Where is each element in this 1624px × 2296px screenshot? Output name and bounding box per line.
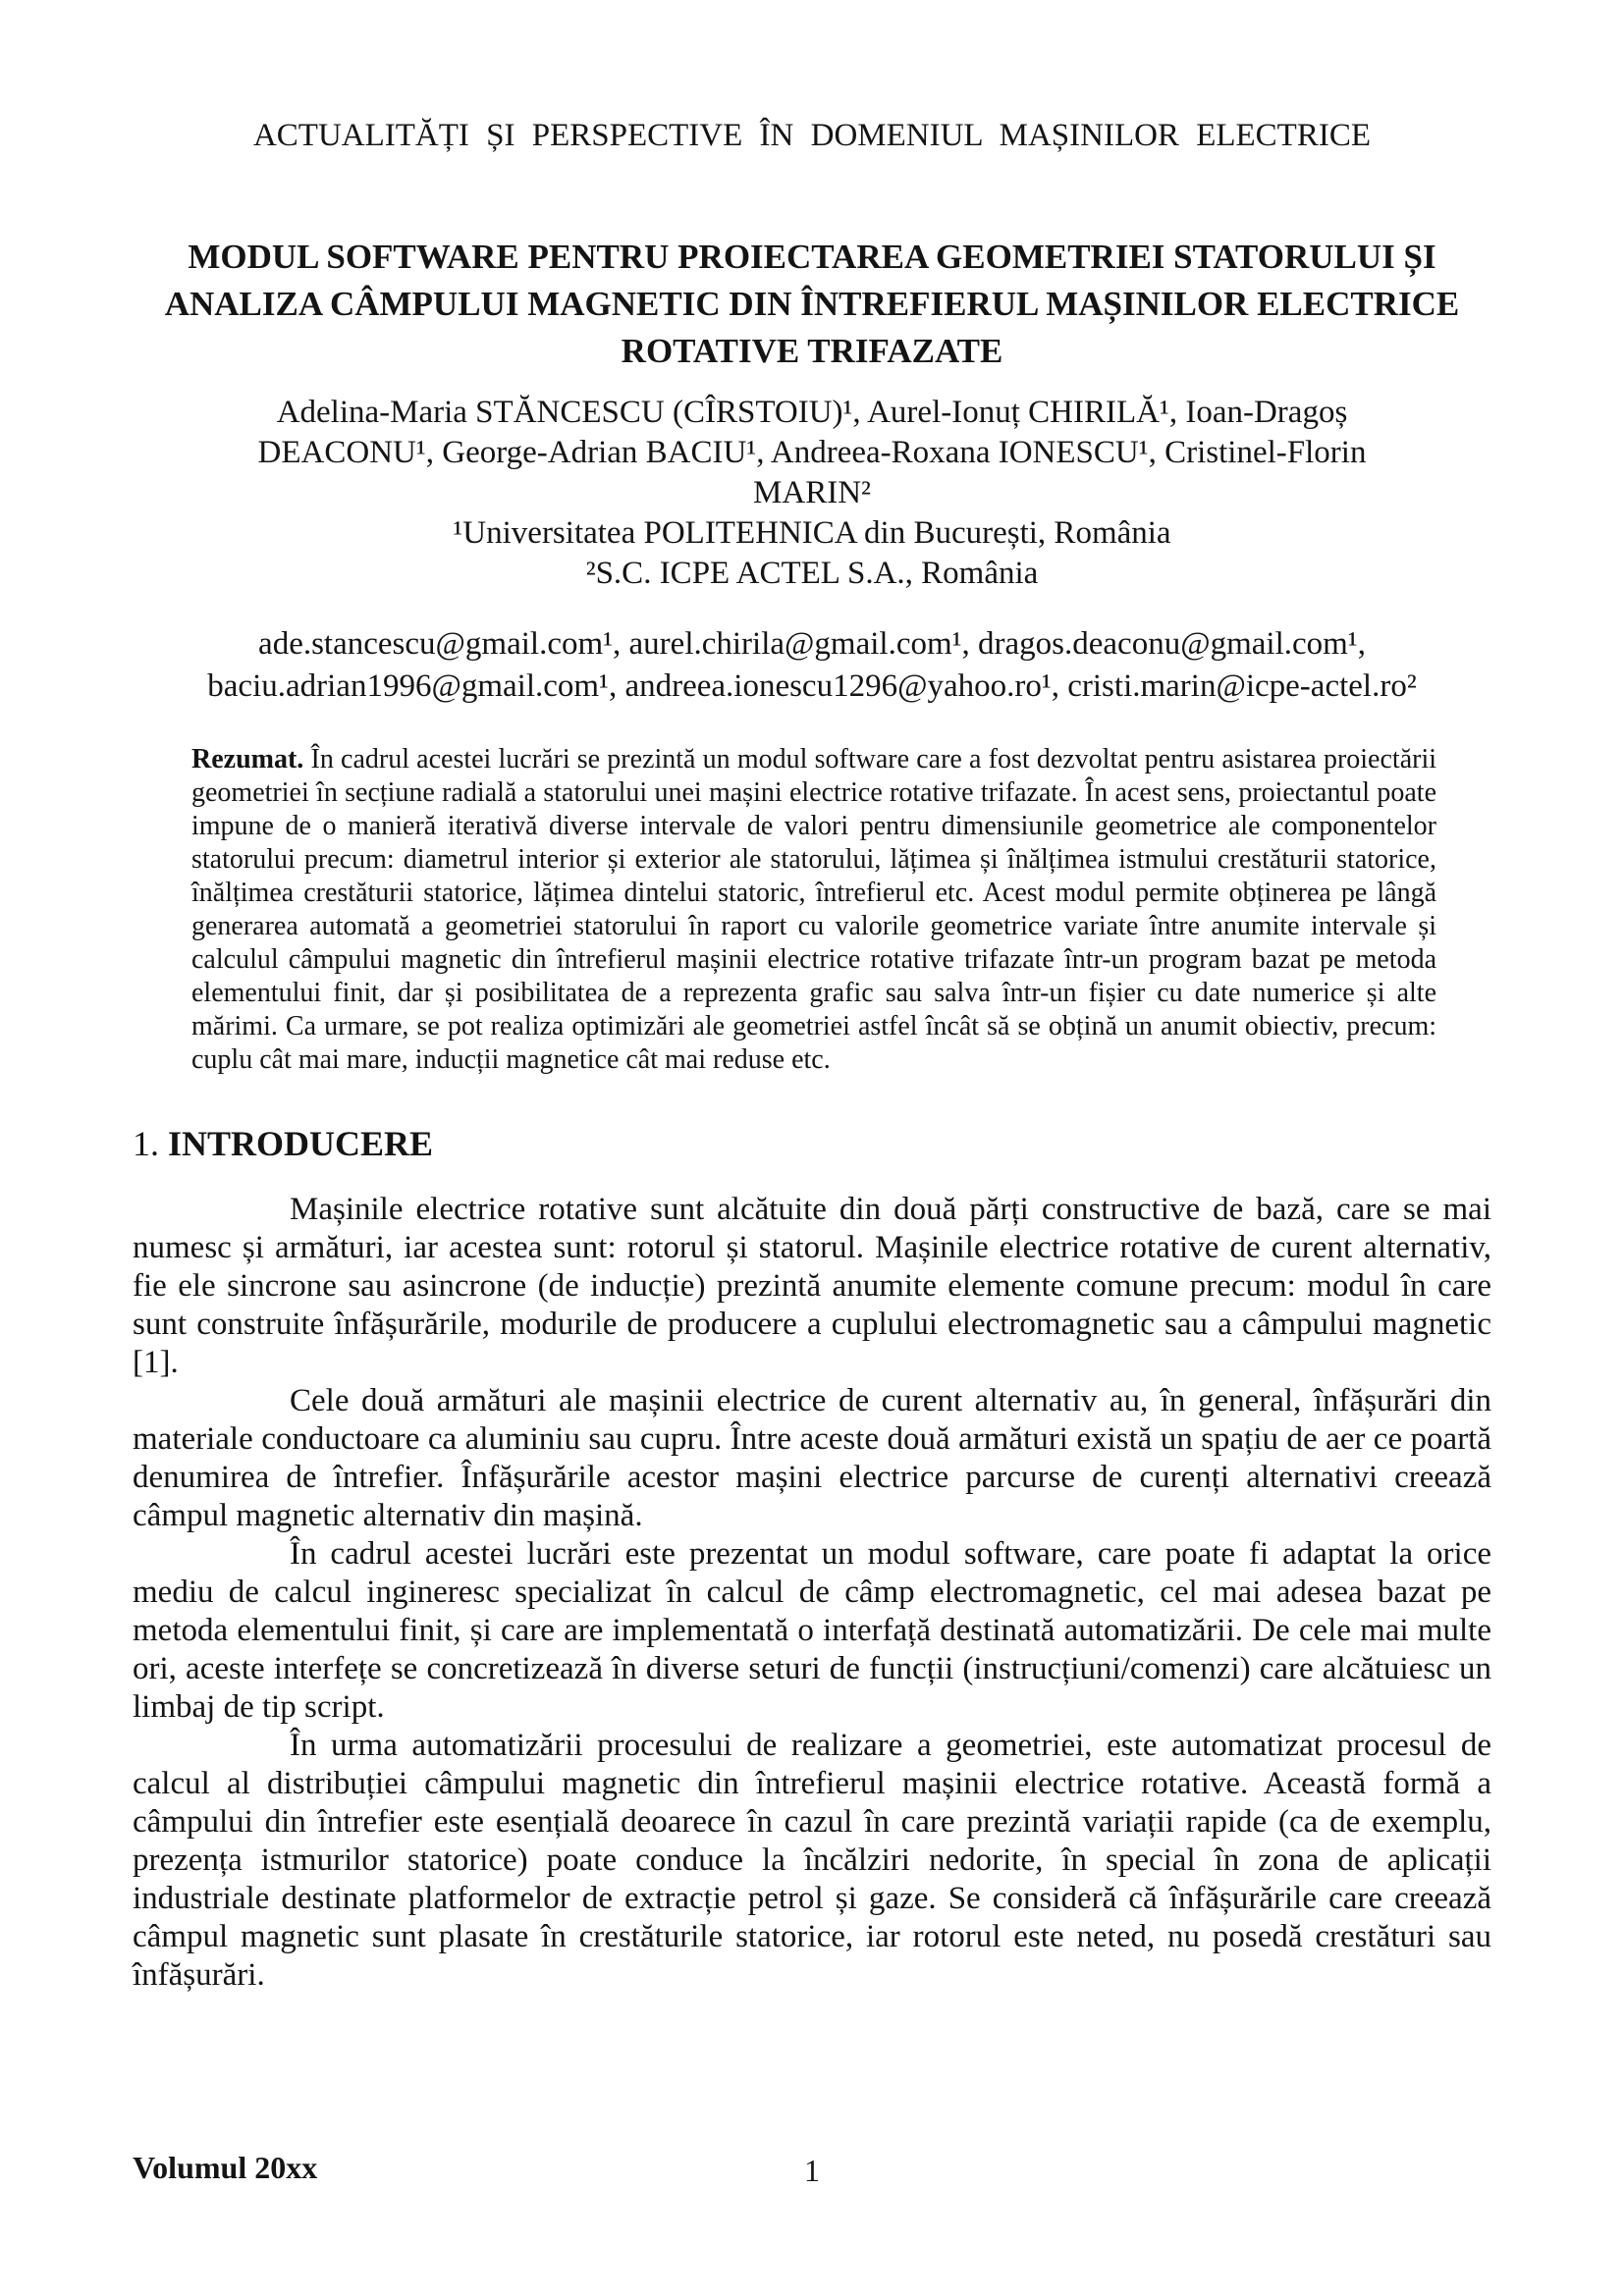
email-line: baciu.adrian1996@gmail.com¹, andreea.ionescu1296@yahoo.ro¹, cristi.marin@icpe-actel.ro² <box>207 668 1417 704</box>
footer-page-number: 1 <box>804 2153 820 2188</box>
body-paragraph: În urma automatizării procesului de realizare a geometriei, este automatizat procesul de calcul al distribuției câmpului magnetic din întrefierul mașinii electrice rotative. Această formă a câmpului din întrefier este esențială deoarece în cazul în care prezintă variații rapide (ca de exemplu, prezența istmurilor statorice) poate conduce la încălziri nedorite, în special în zona de aplicații industriale destinate platformelor de extracție petrol și gaze. Se consideră că înfășurările care creează câmpul magnetic sunt plasate în crestăturile statorice, iar rotorul este neted, nu posedă crestături sau înfășurări. <box>133 1728 1491 1993</box>
paper-title-line: MODUL SOFTWARE PENTRU PROIECTAREA GEOMETRIEI STATORULUI ȘI <box>188 238 1436 276</box>
paper-title-line: ANALIZA CÂMPULUI MAGNETIC DIN ÎNTREFIERUL MAȘINILOR ELECTRICE <box>164 285 1460 323</box>
section-number: 1. <box>133 1124 159 1163</box>
abstract-text: În cadrul acestei lucrări se prezintă un modul software care a fost dezvoltat pentru asistarea proiectării geometriei în secțiune radială a statorului unei mașini electrice rotative trifazate. În acest sens, proiectantul poate impune de o manieră iterativă diverse intervale de valori pentru dimensiunile geometrice ale componentelor statorului precum: diametrul interior și exterior ale statorului, lățimea și înălțimea istmului crestăturii statorice, înălțimea crestăturii statorice, lățimea dintelui statoric, întrefierul etc. Acest modul permite obținerea pe lângă generarea automată a geometriei statorului în raport cu valorile geometrice variate între anumite intervale și calculul câmpului magnetic din întrefierul mașinii electrice rotative trifazate într-un program bazat pe metoda elementului finit, dar și posibilitatea de a reprezenta grafic sau salva într-un fișier cu date numerice și alte mărimi. Ca urmare, se pot realiza optimizări ale geometriei astfel încât să se obțină un anumit obiectiv, precum: cuplu cât mai mare, inducții magnetice cât mai reduse etc. <box>191 744 1436 1075</box>
paper-title-line: ROTATIVE TRIFAZATE <box>621 332 1003 370</box>
author-line: Adelina-Maria STĂNCESCU (CÎRSTOIU)¹, Aurel-Ionuț CHIRILĂ¹, Ioan-Dragoș <box>276 395 1348 430</box>
emails-block <box>133 623 1491 708</box>
paper-title <box>133 234 1491 375</box>
footer-volume-label: Volumul 20xx <box>133 2150 318 2185</box>
abstract-label: Rezumat. <box>191 744 304 774</box>
author-line: DEACONU¹, George-Adrian BACIU¹, Andreea-Roxana IONESCU¹, Cristinel-Florin <box>257 435 1367 470</box>
body-paragraph: Mașinile electrice rotative sunt alcătuite din două părți constructive de bază, care se mai numesc și armături, iar acestea sunt: rotorul și statorul. Mașinile electrice rotative de curent alternativ, fie ele sincrone sau asincrone (de inducție) prezintă anumite elemente comune precum: modul în care sunt construite înfășurările, modurile de producere a cuplului electromagnetic sau a câmpului magnetic [1]. <box>133 1192 1491 1380</box>
author-line: MARIN² <box>753 475 871 510</box>
body-paragraph: Cele două armături ale mașinii electrice de curent alternativ au, în general, înfășurări din materiale conductoare ca aluminiu sau cupru. Între aceste două armături există un spațiu de aer ce poartă denumirea de întrefier. Înfășurările acestor mașini electrice parcurse de curenți alternativi creează câmpul magnetic alternativ din mașină. <box>133 1383 1491 1533</box>
authors-block <box>133 393 1491 594</box>
running-header: ACTUALITĂȚI ȘI PERSPECTIVE ÎN DOMENIUL MAȘINILOR ELECTRICE <box>252 118 1372 153</box>
section-heading-introducere <box>133 1122 1491 1165</box>
section-title: INTRODUCERE <box>168 1124 434 1163</box>
abstract <box>191 743 1436 1077</box>
affiliation-line: ²S.C. ICPE ACTEL S.A., România <box>585 556 1039 591</box>
affiliation-line: ¹Universitatea POLITEHNICA din București, România <box>453 515 1171 551</box>
body-paragraph: În cadrul acestei lucrări este prezentat un modul software, care poate fi adaptat la orice mediu de calcul ingineresc specializat în calcul de câmp electromagnetic, cel mai adesea bazat pe metoda elementului finit, și care are implementată o interfață destinată automatizării. De cele mai multe ori, aceste interfețe se concretizează în diverse seturi de funcții (instrucțiuni/comenzi) care alcătuiesc un limbaj de tip script. <box>133 1536 1491 1725</box>
email-line: ade.stancescu@gmail.com¹, aurel.chirila@gmail.com¹, dragos.deaconu@gmail.com¹, <box>258 626 1366 662</box>
